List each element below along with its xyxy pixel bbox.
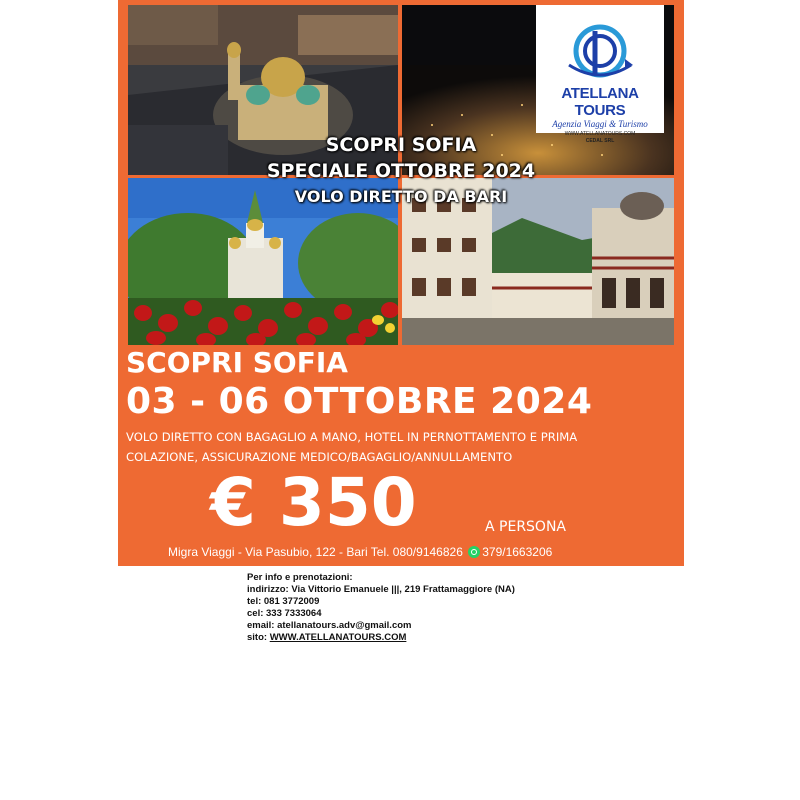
travel-poster (118, 0, 684, 566)
logo-site: WWW.ATELLANATOURS.COM (564, 131, 636, 137)
agency-contact (168, 545, 552, 559)
agency-mobile: 379/1663206 (482, 545, 553, 559)
atellana-globe-logo-icon (565, 19, 635, 83)
info-cel: cel: 333 7333064 (247, 608, 322, 619)
info-site-link[interactable]: WWW.ATELLANATOURS.COM (269, 632, 407, 643)
atellana-tours-logo (536, 5, 664, 144)
contact-info (247, 572, 515, 644)
overlay-subtitle: SPECIALE OTTOBRE 2024 (266, 160, 536, 182)
description-line-2: COLAZIONE, ASSICURAZIONE MEDICO/BAGAGLIO/ANNULLAMENTO (126, 450, 513, 464)
overlay-flight: VOLO DIRETTO DA BARI (294, 187, 508, 206)
headline-dates: 03 - 06 OTTOBRE 2024 (126, 381, 593, 422)
info-address: indirizzo: Via Vittorio Emanuele |||, 219 Frattamaggiore (NA) (247, 584, 515, 595)
info-site-label: sito: (247, 632, 270, 643)
overlay-title: SCOPRI SOFIA (325, 134, 477, 156)
logo-company: CEDAL SRL (585, 138, 615, 144)
price-amount: € 350 (210, 464, 417, 541)
logo-brand: ATELLANA TOURS (561, 85, 639, 119)
info-email: email: atellanatours.adv@gmail.com (247, 620, 412, 631)
info-heading: Per info e prenotazioni: (247, 572, 353, 583)
info-site-row (247, 632, 515, 644)
description-line-1: VOLO DIRETTO CON BAGAGLIO A MANO, HOTEL IN PERNOTTAMENTO E PRIMA (126, 430, 578, 444)
whatsapp-icon (468, 546, 480, 558)
price-per-person: A PERSONA (485, 519, 566, 535)
info-tel: tel: 081 3772009 (247, 596, 320, 607)
headline-title: SCOPRI SOFIA (126, 346, 348, 379)
logo-tagline: Agenzia Viaggi & Turismo (552, 119, 648, 129)
agency-text: Migra Viaggi - Via Pasubio, 122 - Bari Tel. 080/9146826 (168, 545, 463, 559)
